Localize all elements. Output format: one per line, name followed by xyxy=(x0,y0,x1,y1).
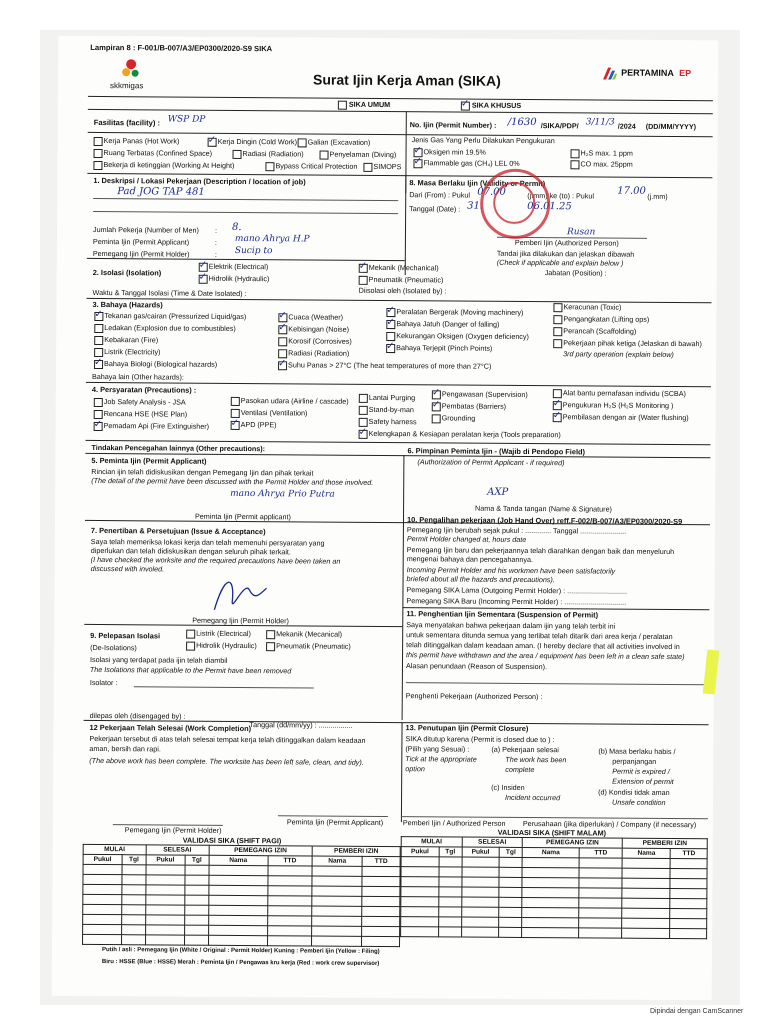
precaution-harness-label: Safety harness xyxy=(368,416,417,427)
precaution-jsa-checkbox[interactable] xyxy=(94,398,103,407)
section-7-line4: discussed with involed. xyxy=(90,563,165,574)
section-2-title: 2. Isolasi (Isolation) xyxy=(92,267,162,278)
section-9-sub: (De-Isolations) xyxy=(90,642,137,653)
company-stamp xyxy=(480,169,550,239)
cold-work-checkbox[interactable] xyxy=(208,138,217,147)
precaution-barriers-label: Pembatas (Barriers) xyxy=(441,401,507,411)
hazard-weather-checkbox[interactable] xyxy=(278,313,287,322)
hazard-pinch-checkbox[interactable] xyxy=(386,344,395,353)
pertamina-text: PERTAMINA xyxy=(621,67,674,79)
precaution-jsa-label: Job Safety Analysis - JSA xyxy=(103,397,186,407)
col-pukul: Pukul xyxy=(83,854,122,864)
job-location-value[interactable]: Pad JOG TAP 481 xyxy=(117,186,205,198)
validation-morning-title: VALIDASI SIKA (SHIFT PAGI) xyxy=(182,835,282,846)
section-13-title: 13. Penutupan Ijin (Permit Closure) xyxy=(405,723,529,734)
section-11-line5: Alasan penundaan (Reason of Suspension). xyxy=(405,661,548,672)
closure-b-line2: perpanjangan xyxy=(612,756,657,766)
permit-date-value[interactable]: 3/11/3 xyxy=(585,117,615,128)
section-11-line1: Saya menyatakan bahwa pekerjaan dalam ijin yang telah terbit ini xyxy=(406,620,616,631)
deiso-mechanical-checkbox[interactable] xyxy=(266,630,275,639)
section-5-title: 5. Peminta Ijin (Permit Applicant) xyxy=(91,455,207,466)
mark-note-en: (Check if applicable and explain below ) xyxy=(496,257,624,268)
section-12-line3: (The above work has been complete. The worksite has been left safe, clean, and tidy). xyxy=(89,755,364,767)
col-tgl: Tgl xyxy=(122,855,146,865)
men-count-value[interactable]: 8. xyxy=(231,221,242,233)
fasilitas-label: Fasilitas (facility) : xyxy=(93,117,161,128)
validity-to-value[interactable]: 17.00 xyxy=(617,185,646,197)
precaution-h2s-checkbox[interactable] xyxy=(553,401,562,410)
co-checkbox[interactable] xyxy=(570,160,579,169)
section-10-line3: Pemegang Ijin baru dan pekerjaannya telah diarahkan dengan baik dan menyeluruh xyxy=(406,545,675,557)
section-11-line2: untuk sementara ditunda semua yang terlibat telah ditarik dari area kerja / peralatan xyxy=(406,630,673,642)
deiso-electrical-checkbox[interactable] xyxy=(186,630,195,639)
precaution-standby-checkbox[interactable] xyxy=(359,406,368,415)
distribution-note-2: Biru : HSSE (Blue : HSSE) Merah : Peminta Ijin / Pengawas kru kerja (Red : work crew supervisor) xyxy=(101,959,380,967)
section-7-line3: (I have checked the worksite and the required precautions have been taken an xyxy=(90,554,341,566)
closure-d-en: Unsafe condition xyxy=(611,797,666,807)
precaution-flushing-label: Pembilasan dengan air (Water flushing) xyxy=(562,412,689,423)
col-nama: Nama xyxy=(312,856,362,866)
precaution-grounding-checkbox[interactable] xyxy=(432,414,441,423)
applicant-signature: mano Ahrya Prio Putra xyxy=(230,488,335,500)
simops-label: SIMOPS xyxy=(373,161,402,172)
precaution-airline-checkbox[interactable] xyxy=(231,397,240,406)
section-12-date: Tanggal (dd/mm/yy) : ................. xyxy=(249,720,353,730)
precaution-scba-checkbox[interactable] xyxy=(553,389,562,398)
hazard-corrosive-checkbox[interactable] xyxy=(278,337,287,346)
col-pemberi: PEMBERI IZIN xyxy=(312,846,400,857)
deiso-hydraulic-label: Hidrolik (Hydraulic) xyxy=(196,640,257,651)
table-row xyxy=(401,927,707,939)
table-row xyxy=(83,934,400,946)
camscanner-footer: Dipindai dengan CamScanner xyxy=(650,1008,744,1015)
holder-signature xyxy=(204,570,274,620)
precaution-standby-label: Stand-by-man xyxy=(368,404,414,415)
section-5-line1: Rincian ijin telah didiskusikan dengan Pemegang Ijin dan pihak terkait xyxy=(91,466,314,478)
section-5-footer: Peminta Ijin (Permit applicant) xyxy=(194,511,291,522)
radiation-work-checkbox[interactable] xyxy=(233,150,242,159)
authorized-person-label: Pemberi Ijin (Authorized Person) xyxy=(514,237,619,248)
closure-c-en: Incident occurred xyxy=(505,792,561,803)
section-6-footer: Nama & Tanda tangan (Name & Signature) xyxy=(475,503,613,514)
isolation-hydraulic-checkbox[interactable] xyxy=(199,275,208,284)
section-13-line3: Tick at the appropriate xyxy=(405,754,477,764)
isolated-by-label: Diisolasi oleh (Isolated by) : xyxy=(358,285,447,296)
confined-space-label: Ruang Terbatas (Confined Space) xyxy=(103,148,213,158)
section-12-line2: aman, bersih dan rapi. xyxy=(89,743,161,754)
hazard-third-party-label: Pekerjaan pihak ketiga (Jelaskan di bawah) xyxy=(563,338,702,349)
hazard-biological-checkbox[interactable] xyxy=(94,360,103,369)
precaution-ppe-label: APD (PPE) xyxy=(240,419,277,430)
precaution-tools-label: Kelengkapan & Kesiapan peralatan kerja (Tools preparation) xyxy=(368,428,561,440)
hazard-pinch-label: Bahaya Terjepit (Pinch Points) xyxy=(396,343,493,353)
validity-date-label: Tanggal (Date) : xyxy=(409,204,461,214)
isolator-label: Isolator : xyxy=(89,677,118,688)
hazard-corrosive-label: Korosif (Corrosives) xyxy=(288,336,352,346)
section-7-line2: diperlukan dan telah didiskusikan dengan seluruh pihak terkait. xyxy=(90,545,291,557)
precaution-flushing-checkbox[interactable] xyxy=(553,413,562,422)
other-hazards-label: Bahaya lain (Other hazards): xyxy=(91,371,184,382)
section-12-title: 12 Pekerjaan Telah Selesai (Work Completion) xyxy=(89,722,252,734)
col-mulai: MULAI xyxy=(83,844,146,854)
isolation-electrical-label: Elektrik (Electrical) xyxy=(208,261,269,272)
deiso-mechanical-label: Mekanik (Mecanical) xyxy=(276,629,343,639)
flammable-label: Flammable gas (CH₄) LEL 0% xyxy=(423,158,520,168)
authorizer-signature: AXP xyxy=(487,486,509,498)
col-selesai: SELESAI xyxy=(462,837,523,847)
closure-c-label: (c) Insiden xyxy=(491,782,525,792)
section-4-title: 4. Persyaratan (Precautions) : xyxy=(91,384,197,395)
col-nama: Nama xyxy=(622,848,670,858)
sika-umum-checkbox[interactable] xyxy=(338,101,347,110)
closure-a-en1: The work has been xyxy=(505,754,567,765)
col-pemberi: PEMBERI IZIN xyxy=(622,838,707,849)
hazard-radiation-label: Radiasi (Radiation) xyxy=(288,348,350,358)
closure-a-en2: complete xyxy=(505,764,535,775)
hazard-falling-checkbox[interactable] xyxy=(386,320,395,329)
col-pukul: Pukul xyxy=(146,855,185,865)
mark-note: Tandai jika dilakukan dan jelaskan dibawah xyxy=(496,248,635,259)
col-ttd: TTD xyxy=(671,849,708,859)
hazard-third-party-en: 3rd party operation (explain below) xyxy=(563,349,674,360)
hazard-heat-label: Suhu Panas > 27°C (The heat temperatures of more than 27°C) xyxy=(288,360,492,371)
col-tgl: Tgl xyxy=(185,855,209,865)
applicant-value[interactable]: mano Ahrya H.P xyxy=(234,233,310,245)
closure-b-label: (b) Masa berlaku habis / xyxy=(598,746,676,757)
men-count-label: Jumlah Pekerja (Number of Men) xyxy=(92,224,199,235)
section-11-line4: this permit have withdrawn and the area / equipment has been left in a clean safe state) xyxy=(406,650,685,662)
hazard-falling-label: Bahaya Jatuh (Danger of falling) xyxy=(396,319,500,329)
section-9-line1: Isolasi yang terdapat pada ijin telah diambil xyxy=(89,654,228,665)
hazard-lifting-checkbox[interactable] xyxy=(553,315,562,324)
precaution-ventilation-checkbox[interactable] xyxy=(231,409,240,418)
hazard-fire-checkbox[interactable] xyxy=(94,336,103,345)
isolation-pneumatic-label: Pneumatik (Pneumatic) xyxy=(368,274,444,285)
simops-checkbox[interactable] xyxy=(363,163,372,172)
radiation-work-label: Radiasi (Radiation) xyxy=(242,148,304,159)
closure-d-label: (d) Kondisi tidak aman xyxy=(598,787,670,797)
closure-b-en2: Extension of permit xyxy=(612,776,674,787)
isolation-pneumatic-checkbox[interactable] xyxy=(359,276,368,285)
hazard-machinery-label: Peralatan Bergerak (Moving machinery) xyxy=(396,307,524,317)
section-11-title: 11. Penghentian Ijin Sementara (Suspension of Permit) xyxy=(406,609,599,620)
precaution-ppe-checkbox[interactable] xyxy=(231,421,240,430)
height-work-label: Bekerja di ketinggian (Working At Height) xyxy=(103,160,235,170)
sika-khusus-label: SIKA KHUSUS xyxy=(471,100,522,110)
permit-number-label: No. Ijin (Permit Number) : xyxy=(409,120,497,130)
hot-work-label: Kerja Panas (Hot Work) xyxy=(103,136,180,146)
validation-night-table xyxy=(400,836,708,939)
isolation-hydraulic-label: Hidrolik (Hydraulic) xyxy=(208,273,270,284)
section-5-line2: (The detail of the permit have been discussed with the Permit Holder and those involved. xyxy=(91,475,374,487)
holder-value[interactable]: Sucip to xyxy=(234,245,273,257)
height-work-checkbox[interactable] xyxy=(93,161,102,170)
col-pemegang: PEMEGANG IZIN xyxy=(209,845,313,856)
deiso-electrical-label: Listrik (Electrical) xyxy=(196,628,251,639)
precaution-airline-label: Pasokan udara (Airline / cascade) xyxy=(240,395,349,406)
hazard-electricity-checkbox[interactable] xyxy=(94,348,103,357)
isolation-mechanical-label: Mekanik (Mechanical) xyxy=(368,262,439,273)
section-9-title: 9. Pelepasan Isolasi xyxy=(90,630,161,641)
hazard-pressurized-checkbox[interactable] xyxy=(94,312,103,321)
col-ttd: TTD xyxy=(268,856,313,866)
col-tgl: Tgl xyxy=(499,847,522,857)
excavation-label: Galian (Excavation) xyxy=(307,137,371,147)
hazard-lifting-label: Pengangkatan (Lifting ops) xyxy=(563,314,650,324)
authorized-signature: Rusan xyxy=(566,227,596,238)
hazard-radiation-checkbox[interactable] xyxy=(278,349,287,358)
applicant-label: Peminta Ijin (Permit Applicant) xyxy=(92,236,190,247)
hazard-machinery-checkbox[interactable] xyxy=(386,308,395,317)
flammable-checkbox[interactable] xyxy=(413,159,422,168)
precaution-harness-checkbox[interactable] xyxy=(359,418,368,427)
hazard-noise-label: Kebisingan (Noise) xyxy=(288,324,350,334)
section-10-line7: Pemegang SIKA Lama (Outgoing Permit Holder) : .............................. xyxy=(406,585,628,596)
col-nama: Nama xyxy=(522,847,579,857)
isolation-electrical-checkbox[interactable] xyxy=(199,263,208,272)
section-13-line4: option xyxy=(405,764,425,774)
disengaged-by-label: dilepas oleh (disengaged by) : xyxy=(89,710,186,721)
section-10-line5: Incoming Permit Holder and his workmen have been satisfactorily xyxy=(406,565,616,576)
hazard-toxic-label: Keracunan (Toxic) xyxy=(563,302,622,312)
other-precautions-label: Tindakan Pencegahan lainnya (Other precautions): xyxy=(91,442,266,454)
section-6-sub: (Authorization of Permit Applicant - if required) xyxy=(417,457,565,468)
col-ttd: TTD xyxy=(362,856,400,866)
bypass-label: Bypass Critical Protection xyxy=(275,161,358,171)
validity-date-value[interactable]: 31. xyxy=(467,200,484,212)
section-13-company: Perusahaan (jika diperlukan) / Company (if necessary) xyxy=(522,818,697,830)
isolation-time-label: Waktu & Tanggal Isolasi (Time & Date Isolated) : xyxy=(92,287,247,299)
deiso-hydraulic-checkbox[interactable] xyxy=(186,642,195,651)
isolation-mechanical-checkbox[interactable] xyxy=(359,264,368,273)
sika-umum-label: SIKA UMUM xyxy=(348,99,391,110)
section-10-line4: mengenai bahaya dan pencegahannya. xyxy=(406,554,534,565)
validity-date-value-2[interactable]: 06.01.25 xyxy=(527,200,572,213)
validity-from-label: Dari (From) : Pukul xyxy=(409,190,470,200)
precaution-purging-checkbox[interactable] xyxy=(359,394,368,403)
section-6-title: 6. Pimpinan Peminta Ijin - (Wajib di Pendopo Field) xyxy=(407,446,586,457)
col-selesai: SELESAI xyxy=(146,845,209,855)
section-10-line8: Pemegang SIKA Baru (Incoming Permit Holder) : ............................... xyxy=(406,596,627,607)
section-10-line1: Pemegang Ijin berubah sejak pukul : ............. Tanggal ....................... xyxy=(406,525,627,536)
col-pemegang: PEMEGANG IZIN xyxy=(522,837,622,848)
permit-number-mid: /SIKA/PDP/ xyxy=(540,121,579,131)
diving-label: Penyelaman (Diving) xyxy=(329,149,397,160)
col-pukul: Pukul xyxy=(462,847,500,857)
excavation-checkbox[interactable] xyxy=(298,138,307,147)
precaution-h2s-label: Pengukuran H₂S (H₂S Monitoring ) xyxy=(562,400,674,411)
holder-label: Pemegang Ijin (Permit Holder) xyxy=(92,248,190,259)
section-13-line1: SIKA ditutup karena (Permit is closed due to ) : xyxy=(405,734,555,745)
hazard-electricity-label: Listrik (Electricity) xyxy=(104,347,161,357)
h2s-label: H₂S max. 1 ppm xyxy=(580,148,633,158)
precaution-purging-label: Lantai Purging xyxy=(368,392,416,403)
position-label: Jabatan (Position) : xyxy=(544,268,607,278)
col-ttd: TTD xyxy=(579,848,622,858)
bypass-checkbox[interactable] xyxy=(265,162,274,171)
permit-number-value[interactable]: /1630 xyxy=(507,116,537,129)
section-9-line2: The Isolations that applicable to the Permit have been removed xyxy=(89,664,292,676)
h2s-checkbox[interactable] xyxy=(571,149,580,158)
closure-a-label: (a) Pekerjaan selesai xyxy=(491,744,559,755)
section-13-line2: (Pilih yang Sesuai) : xyxy=(405,744,470,754)
col-pukul: Pukul xyxy=(401,847,439,857)
validity-to-label: (j.mm) ke (to) : Pukul xyxy=(527,190,594,201)
sika-khusus-checkbox[interactable] xyxy=(461,102,470,111)
section-10-line2: Permit Holder changed at, hours date xyxy=(406,534,527,544)
lampiran-ref: Lampiran 8 : F-001/B-007/A3/EP0300/2020-S9 SIKA xyxy=(90,42,273,54)
gas-heading: Jenis Gas Yang Perlu Dilakukan Pengukuran xyxy=(411,135,555,146)
section-11-line3: telah ditinggalkan dalam keadaan aman. (I hereby declare that all activities involved in xyxy=(406,640,680,652)
confined-space-checkbox[interactable] xyxy=(94,149,103,158)
hazard-explosion-checkbox[interactable] xyxy=(94,324,103,333)
section-1-title: 1. Deskripsi / Lokasi Pekerjaan (Description / location of job) xyxy=(93,175,306,187)
col-tgl: Tgl xyxy=(439,847,462,857)
section-8-title: 8. Masa Berlaku Ijin (Validity or Permit) xyxy=(409,178,546,189)
section-7-line1: Saya telah memeriksa lokasi kerja dan telah memenuhi persyaratan yang xyxy=(90,536,325,548)
section-10-title: 10. Pengalihan pekerjaan (Job Hand Over) reff.F-002/B-007/A3/EP0300/2020-S9 xyxy=(406,515,683,527)
section-12-line1: Pekerjaan tersebut di atas telah selesai tempat kerja telah ditinggalkan dalam keadaan xyxy=(89,733,366,745)
diving-checkbox[interactable] xyxy=(320,151,329,160)
closure-b-en1: Permit is expired / xyxy=(612,766,670,776)
hot-work-checkbox[interactable] xyxy=(94,137,103,146)
hazard-pressurized-label: Tekanan gas/cairan (Pressurized Liquid/gas) xyxy=(104,311,247,322)
validation-night-title: VALIDASI SIKA (SHIFT MALAM) xyxy=(497,827,607,838)
precaution-grounding-label: Grounding xyxy=(441,413,476,423)
precaution-extinguisher-checkbox[interactable] xyxy=(94,422,103,431)
hazard-toxic-checkbox[interactable] xyxy=(553,303,562,312)
precaution-hse-checkbox[interactable] xyxy=(94,410,103,419)
precaution-tools-checkbox[interactable] xyxy=(359,430,368,439)
validity-unit: (j.mm) xyxy=(647,191,668,201)
hazard-scaffolding-checkbox[interactable] xyxy=(553,327,562,336)
form-title: Surat Ijin Kerja Aman (SIKA) xyxy=(313,71,501,89)
deiso-pneumatic-label: Pneumatik (Pneumatic) xyxy=(276,641,351,651)
distribution-note-1: Putih / asli : Pemegang Ijin (White / Original : Permit Holder) Kuning : Pemberi Ijin (Yellow : Filing) xyxy=(101,947,380,955)
skkmigas-text: skkmigas xyxy=(109,81,144,91)
hazard-oxygen-label: Kekurangan Oksigen (Oxygen deficiency) xyxy=(396,331,529,342)
section-3-title: 3. Bahaya (Hazards) xyxy=(92,299,163,310)
hazard-weather-label: Cuaca (Weather) xyxy=(288,312,344,322)
hazard-fire-label: Kebakaran (Fire) xyxy=(104,335,159,345)
precaution-hse-label: Rencana HSE (HSE Plan) xyxy=(103,409,188,419)
validation-morning-table xyxy=(82,844,401,947)
deiso-pneumatic-checkbox[interactable] xyxy=(266,642,275,651)
precaution-extinguisher-label: Pemadam Api (Fire Extinguisher) xyxy=(103,421,210,431)
permit-format: (DD/MM/YYYY) xyxy=(645,121,697,132)
cold-work-label: Kerja Dingin (Cold Work) xyxy=(217,136,298,147)
pertamina-ep-text: EP xyxy=(679,68,692,79)
hazard-third-party-checkbox[interactable] xyxy=(553,339,562,348)
hazard-scaffolding-label: Perancah (Scaffolding) xyxy=(563,326,637,336)
section-12-applicant: Peminta Ijin (Permit Applicant) xyxy=(286,817,384,827)
precaution-supervision-checkbox[interactable] xyxy=(432,390,441,399)
hazard-explosion-label: Ledakan (Explosion due to combustibles) xyxy=(104,323,236,333)
col-mulai: MULAI xyxy=(401,837,462,847)
col-nama: Nama xyxy=(209,855,268,865)
hazard-heat-checkbox[interactable] xyxy=(278,361,287,370)
permit-sheet: Lampiran 8 : F-001/B-007/A3/EP0300/2020-S9 SIKA skkmigas Surat Ijin Kerja Aman (SIKA) PERTAMINA EP SIKA UMUM ✓ SIKA KHUSUS Fasilitas (facility) : WSP DP No. Ijin (Permit Number) : /1630 /SIKA/PDP/ 3/11/3 /2024 (DD/MM/YYYY) Kerja Panas (Hot Work) ✓ Kerja Dingin (Cold Work) Galian (Excavation) Ruang Terbatas (Confined Space) Radiasi (Radiation) Penyelaman (Diving) Bekerja di ketinggian (Working At Height) Bypass Critical Protection SIMOPS Jenis Gas Yang Perlu Dilakukan Pengukuran ✓ Oksigen min 19.5% H₂S max. 1 ppm ✓ Flammable gas (CH₄) LEL 0% CO max. 25ppm 1. Deskripsi / Lokasi Pekerjaan (Description / location of job) Pad JOG TAP 481 Jumlah Pekerja (Number of Men) : 8. Peminta Ijin (Permit Applicant) : mano Ahrya H.P Pemegang Ijin (Permit Holder) : Sucip to 8. Masa Berlaku Ijin (Validity or Permit) Dari (From) : Pukul 07.00 (j.mm) ke (to) : Pukul 17.00 (j.mm) Tanggal (Date) : 31. 06.01.25 Rusan Pemberi Ijin (Authorized Person) Tandai jika dilakukan dan jelaskan dibawah (Check if applicable and explain below ) Jabatan (Position) : 2. Isolasi (Isolation) ✓ Elektrik (Electrical) ✓ Mekanik (Mechanical) ✓ Hidrolik (Hydraulic) Pneumatik (Pneumatic) Diisolasi oleh (Isolated by) : Waktu & Tanggal Isolasi (Time & Date Isolated) : 3. Bahaya (Hazards) ✓ Tekanan gas/cairan (Pressurized Liquid/gas) Ledakan (Explosion due to combustibles) Kebakaran (Fire) Listrik (Electricity) ✓ Bahaya Biologi (Biological hazards) ✓ Cuaca (Weather) ✓ Kebisingan (Noise) Korosif (Corrosives) Radiasi (Radiation) ✓ Suhu Panas > 27°C (The heat temperatures of more than 27°C) ✓ Peralatan Bergerak (Moving machinery) ✓ Bahaya Jatuh (Danger of falling) Kekurangan Oksigen (Oxygen deficiency) ✓ Bahaya Terjepit (Pinch Points) Keracunan (Toxic) Pengangkatan (Lifting ops) Perancah (Scaffolding) Pekerjaan pihak ketiga (Jelaskan di bawah) 3rd party operation (explain below) Bahaya lain (Other hazards): 4. Persyaratan (Precautions) : Job Safety Analysis - JSA Rencana HSE (HSE Plan) ✓ Pemadam Api (Fire Extinguisher) Pasokan udara (Airline / cascade) Ventilasi (Ventilation) ✓ APD (PPE) Lantai Purging Stand-by-man Safety harness ✓ Kelengkapan & Kesiapan peralatan kerja (Tools preparation) ✓ Pengawasan (Supervision) ✓ Pembatas (Barriers) Grounding Alat bantu pernafasan individu (SCBA) ✓ Pengukuran H₂S (H₂S Monitoring ) ✓ Pembilasan dengan air (Water flushing) Tindakan Pencegahan lainnya (Other precautions): 5. Peminta Ijin (Permit Applicant) Rincian ijin telah didiskusikan dengan Pemegang Ijin dan pihak terkait (The detail of the permit have been discussed with the Permit Holder and those involved. mano Ahrya Prio Putra Peminta Ijin (Permit applicant) 6. Pimpinan Peminta Ijin - (Wajib di Pendopo Field) (Authorization of Permit Applicant - if required) AXP Nama & Tanda tangan (Name & Signature) 7. Penertiban & Persetujuan (Issue & Acceptance) Saya telah memeriksa lokasi kerja dan telah memenuhi persyaratan yang diperlukan dan telah didiskusikan dengan seluruh pihak terkait. (I have checked the worksite and the required precautions have been taken an discussed with involed. Pemegang Ijin (Permit Holder) 10. Pengalihan pekerjaan (Job Hand Over) reff.F-002/B-007/A3/EP0300/2020-S9 Pemegang Ijin berubah sejak pukul : ............. Tanggal ....................... Permit Holder changed at, hours date Pemegang Ijin baru dan pekerjaannya telah diarahkan dengan baik dan menyeluruh mengenai bahaya dan pencegahannya. Incoming Permit Holder and his workmen have been satisfactorily briefed about all the hazards and precautions). Pemegang SIKA Lama (Outgoing Permit Holder) : .............................. Pemegang SIKA Baru (Incoming Permit Holder) : ............................... 11. Penghentian Ijin Sementara (Suspension of Permit) Saya menyatakan bahwa pekerjaan dalam ijin yang telah terbit ini untuk sementara ditunda semua yang terlibat telah ditarik dari area kerja / peralatan telah ditinggalkan dalam keadaan aman. (I hereby declare that all activities involved in this permit have withdrawn and the area / equipment has been left in a clean safe state) Alasan penundaan (Reason of Suspension). Penghenti Pekerjaan (Authorized Person) : 9. Pelepasan Isolasi (De-Isolations) Listrik (Electrical) Mekanik (Mecanical) Hidrolik (Hydraulic) Pneumatik (Pneumatic) Isolasi yang terdapat pada ijin telah diambil The Isolations that applicable to the Permit have been removed Isolator : dilepas oleh (disengaged by) : 12 Pekerjaan Telah Selesai (Work Completion) Tanggal (dd/mm/yy) : ................. Pekerjaan tersebut di atas telah selesai tempat kerja telah ditinggalkan dalam keadaan aman, bersih dan rapi. (The above work has been complete. The worksite has been left safe, clean, and tidy). Pemegang Ijin (Permit Holder) Peminta Ijin (Permit Applicant) 13. Penutupan Ijin (Permit Closure) SIKA ditutup karena (Permit is closed due to ) : (Pilih yang Sesuai) : Tick at the appropriate option (a) Pekerjaan selesai The work has been complete (b) Masa berlaku habis / perpanjangan Permit is expired / Extension of permit (c) Insiden Incident occurred (d) Kondisi tidak aman Unsafe condition Pemberi Ijin / Authorized Person Perusahaan (jika diperlukan) / Company (if necessary) VALIDASI SIKA (SHIFT PAGI) VALIDASI SIKA (SHIFT MALAM) MULAI SELESAI PEMEGANG IZIN PEMBERI IZIN Pukul Tgl Pukul Tgl Nama TTD Nama TTD MULAI SELESAI PEMEGANG IZIN PEMBERI IZIN Pukul Tgl Pukul Tgl Nama TTD Nama TTD Putih / asli : Pemegang Ijin (White / Original : Permit Holder) Kuning : Pemberi Ijin (Yellow : Filing) Biru : HSSE (Blue : HSSE) Merah : Peminta Ijin / Pengawas kru kerja (Red : work crew supervisor) xyxy=(52,36,719,1001)
precaution-ventilation-label: Ventilasi (Ventilation) xyxy=(240,407,308,418)
validity-from-value[interactable]: 07.00 xyxy=(477,186,506,198)
fasilitas-value[interactable]: WSP DP xyxy=(167,114,206,125)
permit-year: /2024 xyxy=(617,121,636,131)
section-12-holder: Pemegang Ijin (Permit Holder) xyxy=(124,825,222,835)
precaution-scba-label: Alat bantu pernafasan individu (SCBA) xyxy=(562,388,686,399)
hazard-oxygen-checkbox[interactable] xyxy=(386,332,395,341)
precaution-barriers-checkbox[interactable] xyxy=(432,402,441,411)
co-label: CO max. 25ppm xyxy=(580,159,633,169)
hazard-noise-checkbox[interactable] xyxy=(278,325,287,334)
section-7-footer: Pemegang Ijin (Permit Holder) xyxy=(192,615,289,626)
precaution-supervision-label: Pengawasan (Supervision) xyxy=(441,389,528,399)
section-10-line6: briefed about all the hazards and precautions). xyxy=(406,574,555,585)
skkmigas-logo xyxy=(109,58,144,91)
section-13-authorized: Pemberi Ijin / Authorized Person xyxy=(402,818,506,828)
section-11-footer: Penghenti Pekerjaan (Authorized Person) : xyxy=(405,691,543,702)
hazard-biological-label: Bahaya Biologi (Biological hazards) xyxy=(104,359,218,369)
oxygen-label: Oksigen min 19.5% xyxy=(423,147,486,157)
section-7-title: 7. Penertiban & Persetujuan (Issue & Acceptance) xyxy=(90,525,266,537)
